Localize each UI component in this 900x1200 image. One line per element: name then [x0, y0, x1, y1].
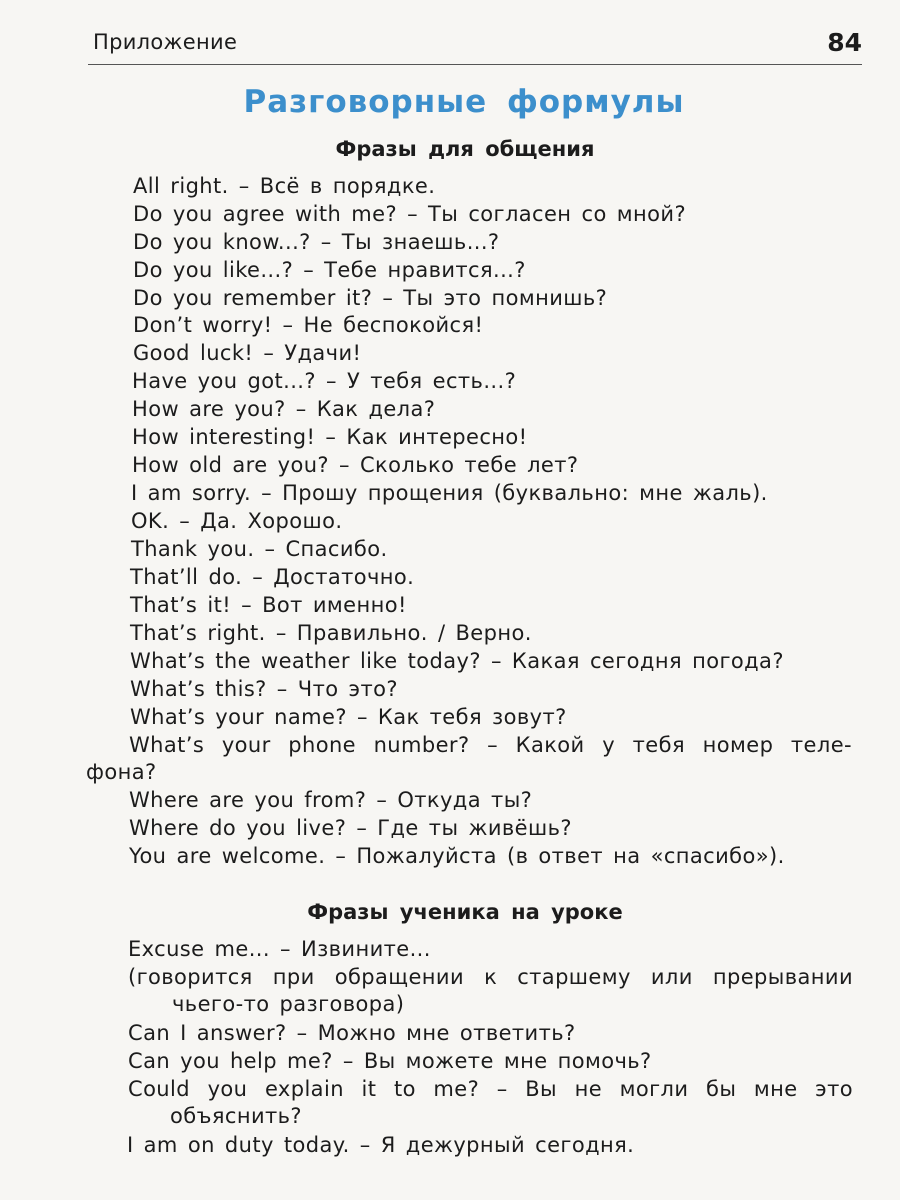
page-number: 84 [827, 28, 862, 57]
phrase: Do you agree with me? – Ты согласен со мной? [133, 202, 686, 226]
phrase: OK. – Да. Хорошо. [131, 509, 343, 533]
phrase: What’s the weather like today? – Какая сегодня погода? [130, 649, 784, 673]
phrase: What’s your name? – Как тебя зовут? [130, 705, 567, 729]
phrase: How interesting! – Как интересно! [132, 425, 528, 449]
phrase-note: (говорится при обращении к старшему или прерывании [128, 965, 853, 989]
header-label: Приложение [93, 30, 238, 54]
phrase: You are welcome. – Пожалуйста (в ответ на «спасибо»). [129, 844, 785, 868]
phrase: That’ll do. – Достаточно. [130, 565, 415, 589]
phrase: Do you know...? – Ты знаешь...? [133, 230, 500, 254]
phrase: I am sorry. – Прошу прощения (буквально: мне жаль). [131, 481, 768, 505]
phrase: How are you? – Как дела? [132, 397, 436, 421]
phrase: Can I answer? – Можно мне ответить? [128, 1021, 576, 1045]
phrase-wrapped-continuation: объяснить? [170, 1104, 302, 1128]
phrase: Excuse me... – Извините... [128, 937, 431, 961]
section-title-communication: Фразы для общения [335, 137, 595, 161]
section-title-lesson: Фразы ученика на уроке [307, 900, 623, 924]
phrase: I am on duty today. – Я дежурный сегодня. [127, 1133, 635, 1157]
phrase-wrapped: Could you explain it to me? – Вы не могли бы мне это [128, 1077, 853, 1101]
phrase: How old are you? – Сколько тебе лет? [132, 453, 579, 477]
phrase-note-continuation: чьего-то разговора) [172, 992, 405, 1016]
phrase: That’s right. – Правильно. / Верно. [130, 621, 532, 645]
phrase-wrapped: What’s your phone number? – Какой у тебя номер теле- [129, 733, 852, 757]
phrase: Where are you from? – Откуда ты? [129, 788, 533, 812]
phrase: Don’t worry! – Не беспокойся! [133, 313, 484, 337]
phrase: Good luck! – Удачи! [133, 341, 362, 365]
phrase: That’s it! – Вот именно! [130, 593, 407, 617]
page-title: Разговорные формулы [243, 84, 685, 120]
phrase-wrapped-continuation: фона? [86, 760, 157, 784]
phrase: Where do you live? – Где ты живёшь? [129, 816, 572, 840]
phrase: Have you got...? – У тебя есть...? [132, 369, 517, 393]
phrase: Do you like...? – Тебе нравится...? [133, 258, 526, 282]
header-rule [88, 64, 862, 65]
phrase: Do you remember it? – Ты это помнишь? [133, 286, 608, 310]
phrase: Thank you. – Спасибо. [131, 537, 388, 561]
phrase: Can you help me? – Вы можете мне помочь? [128, 1049, 652, 1073]
phrase: All right. – Всё в порядке. [133, 174, 436, 198]
phrase: What’s this? – Что это? [130, 677, 398, 701]
